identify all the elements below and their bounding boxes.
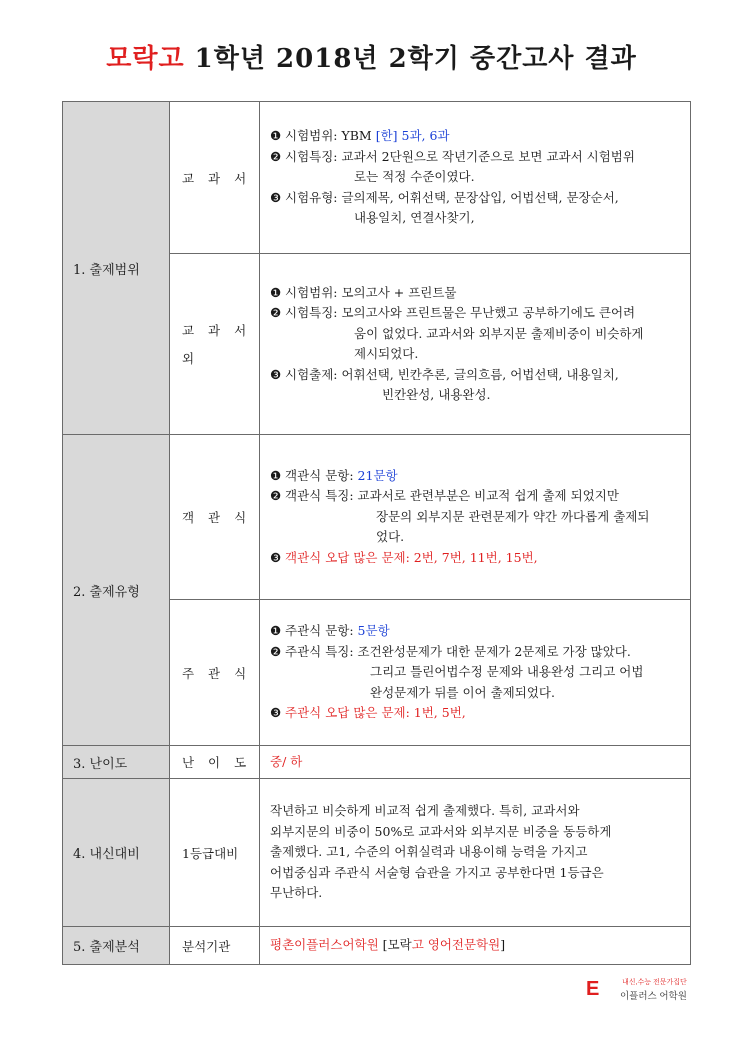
content-prep: 작년하고 비슷하게 비교적 쉽게 출제했다. 특히, 교과서와 외부지문의 비중이 50%로 교과서와 외부지문 비중을 동등하게 출제했다. 고1, 수준의 어휘실력과 내용이해 능력을 가지고 어법중심과 주관식 서술형 습관을 가지고 공부한다면 1등급은 무난하다. bbox=[260, 779, 691, 927]
row-analysis bbox=[63, 927, 691, 965]
range-highlight: [한] 5과, 6과 bbox=[375, 128, 450, 144]
category-type: 2. 출제유형 bbox=[63, 435, 170, 746]
objective-wrong-answers: ❸ 객관식 오답 많은 문제: 2번, 7번, 11번, 15번, bbox=[270, 549, 538, 565]
row-range-textbook bbox=[63, 102, 691, 254]
content-subjective: ❶ 주관식 문항: 5문항 ❷ 주관식 특징: 조건완성문제가 대한 문제가 2문제로 가장 많았다. 그리고 틀린어법수정 문제와 내용완성 그리고 어법 완성문제가 뒤를 이어 출제되었다. ❸ 주관식 오답 많은 문제: 1번, 5번, bbox=[260, 600, 691, 746]
page-title bbox=[0, 38, 743, 75]
analysis-org: 평촌이플러스어학원 [모락고 영어전문학원] bbox=[260, 927, 691, 965]
academy-logo bbox=[586, 976, 696, 1004]
logo-tagline: 내신,수능 전문가집단 bbox=[622, 979, 687, 986]
logo-name: 이플러스 어학원 bbox=[620, 991, 687, 1002]
content-objective: ❶ 객관식 문항: 21문항 ❷ 객관식 특징: 교과서로 관련부분은 비교적 쉽게 출제 되었지만 장문의 외부지문 관련문제가 약간 까다롭게 출제되 었다. ❸ 객관식 오답 많은 문제: 2번, 7번, 11번, 15번, bbox=[260, 435, 691, 600]
category-range: 1. 출제범위 bbox=[63, 102, 170, 435]
category-difficulty: 3. 난이도 bbox=[63, 746, 170, 779]
content-outside: ❶ 시험범위: 모의고사 + 프린트물 ❷ 시험특징: 모의고사와 프린트물은 무난했고 공부하기에도 큰어려 움이 없었다. 교과서와 외부지문 출제비중이 비슷하게 제시되었다. ❸ 시험출제: 어휘선택, 빈칸추론, 글의흐름, 어법선택, 내용일치, 빈칸완성, 내용완성. bbox=[260, 254, 691, 435]
logo-e-icon: E bbox=[586, 978, 600, 1000]
sub-textbook: 교 과 서 bbox=[170, 102, 260, 254]
row-type-objective bbox=[63, 435, 691, 600]
subjective-wrong-answers: ❸ 주관식 오답 많은 문제: 1번, 5번, bbox=[270, 705, 466, 721]
sub-outside: 교 과 서 외 bbox=[170, 254, 260, 435]
title-rest: 1학년 2018년 2학기 중간고사 결과 bbox=[184, 44, 637, 74]
row-prep bbox=[63, 779, 691, 927]
sub-prep: 1등급대비 bbox=[170, 779, 260, 927]
category-prep: 4. 내신대비 bbox=[63, 779, 170, 927]
exam-result-table bbox=[62, 101, 691, 965]
difficulty-value: 중/ 하 bbox=[260, 746, 691, 779]
content-textbook: ❶ 시험범위: YBM [한] 5과, 6과 ❷ 시험특징: 교과서 2단원으로 작년기준으로 보면 교과서 시험범위 로는 적정 수준이였다. ❸ 시험유형: 글의제목, 어휘선택, 문장삽입, 어법선택, 문장순서, 내용일치, 연결사찾기, bbox=[260, 102, 691, 254]
subjective-count: 5문항 bbox=[357, 623, 390, 639]
objective-count: 21문항 bbox=[357, 467, 398, 483]
title-school: 모락고 bbox=[106, 44, 185, 74]
sub-subjective: 주 관 식 bbox=[170, 600, 260, 746]
category-analysis: 5. 출제분석 bbox=[63, 927, 170, 965]
row-difficulty bbox=[63, 746, 691, 779]
sub-objective: 객 관 식 bbox=[170, 435, 260, 600]
sub-analysis: 분석기관 bbox=[170, 927, 260, 965]
sub-difficulty: 난 이 도 bbox=[170, 746, 260, 779]
